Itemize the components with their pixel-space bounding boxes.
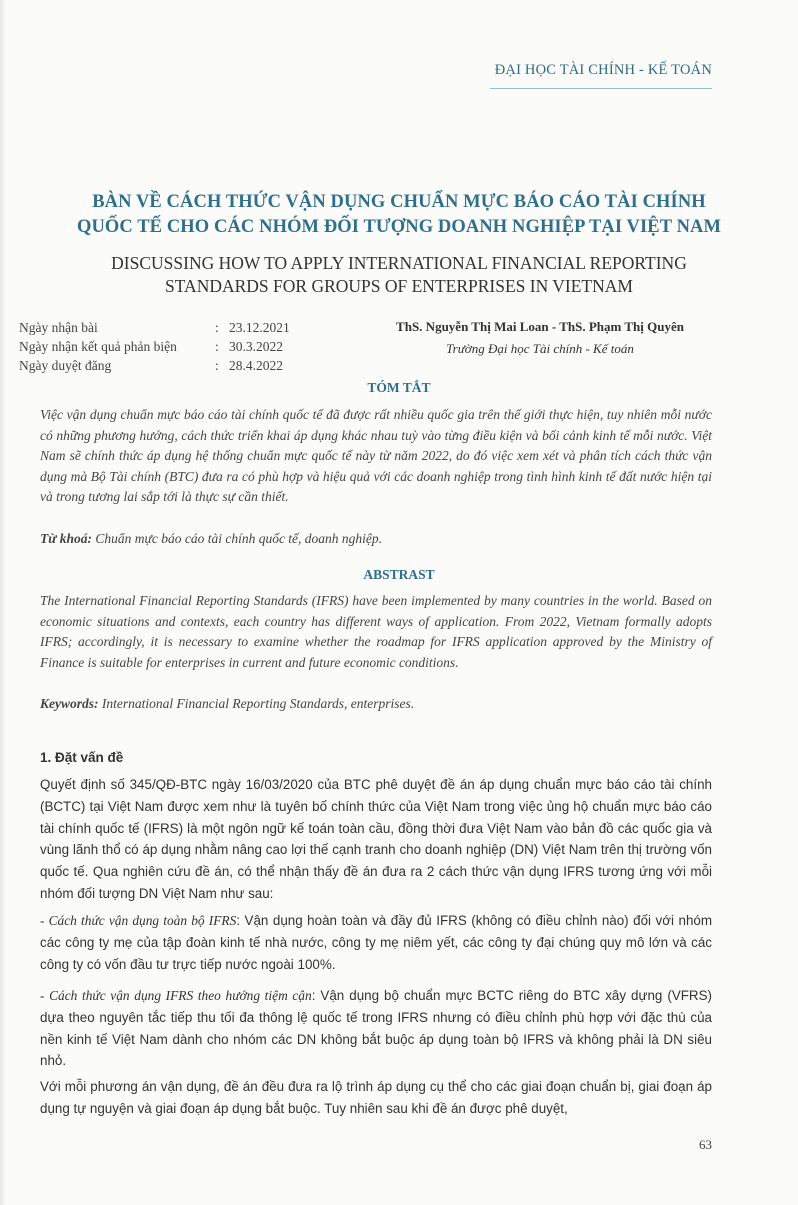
title-en-line-1: DISCUSSING HOW TO APPLY INTERNATIONAL FINANCIAL REPORTING: [111, 253, 687, 273]
journal-header: ĐẠI HỌC TÀI CHÍNH - KẾ TOÁN: [494, 62, 712, 78]
scan-edge-shadow: [0, 0, 6, 1205]
title-vn-line-2: QUỐC TẾ CHO CÁC NHÓM ĐỐI TƯỢNG DOANH NGHIỆP TẠI VIỆT NAM: [76, 217, 722, 237]
date-label: Ngày nhận kết quả phản biện: [19, 339, 177, 354]
paragraph-3-lead: - Cách thức vận dụng IFRS theo hướng tiệm cận: [40, 988, 312, 1003]
author-affiliation: Trường Đại học Tài chính - Kế toán: [446, 341, 634, 356]
title-en-line-2: STANDARDS FOR GROUPS OF ENTERPRISES IN VIETNAM: [165, 276, 633, 296]
summary-vn-heading: TÓM TẮT: [367, 380, 431, 395]
keywords-en-label: Keywords:: [40, 696, 99, 711]
date-value: 30.3.2022: [229, 339, 283, 354]
header-divider: [490, 88, 712, 89]
keywords-vn-label: Từ khoá:: [40, 531, 92, 546]
page-number: 63: [699, 1137, 712, 1152]
paragraph-3-rest: : Vận dụng bộ chuẩn mực BCTC riêng do BTC xây dựng (VFRS) dựa theo nguyên tắc tiếp thu tối đa thông lệ quốc tế trong IFRS nhưng có điều chỉnh phù hợp với đặc thù của nền kinh tế Việt Nam dành cho nhóm các DN không bắt buộc áp dụng toàn bộ IFRS và không phải là DN siêu nhỏ.: [40, 988, 712, 1069]
authors-block: [330, 319, 750, 357]
abstract-en-heading: ABSTRAST: [363, 567, 435, 582]
body-paragraph-1: Quyết định số 345/QĐ-BTC ngày 16/03/2020 của BTC phê duyệt đề án áp dụng chuẩn mực báo cáo tài chính (BCTC) tại Việt Nam được xem như là tuyên bố chính thức của Việt Nam trong việc ủng hộ chuẩn mực báo cáo tài chính quốc tế (IFRS) là một ngôn ngữ kế toán toàn cầu, đồng thời đưa Việt Nam vào bản đồ các quốc gia và vùng lãnh thổ có áp dụng nhằm nâng cao lợi thế cạnh tranh cho doanh nghiệp (DN) Việt Nam trên thị trường vốn quốc tế. Qua nghiên cứu đề án, có thể nhận thấy đề án đưa ra 2 cách thức vận dụng IFRS tương ứng với mỗi nhóm đối tượng DN Việt Nam như sau:: [40, 777, 712, 901]
body-paragraph-4: Với mỗi phương án vận dụng, đề án đều đưa ra lộ trình áp dụng cụ thể cho các giai đoạn chuẩn bị, giai đoạn áp dụng tự nguyện và giai đoạn áp dụng bắt buộc. Tuy nhiên sau khi đề án được phê duyệt,: [40, 1079, 712, 1116]
date-row-reviewed: Ngày nhận kết quả phản biện : 30.3.2022: [19, 337, 319, 356]
keywords-vn-value: Chuẩn mực báo cáo tài chính quốc tế, doanh nghiệp.: [91, 531, 383, 546]
date-value: 28.4.2022: [229, 358, 283, 373]
author-names: ThS. Nguyễn Thị Mai Loan - ThS. Phạm Thị Quyên: [396, 319, 684, 334]
keywords-en-value: International Financial Reporting Standards, enterprises.: [98, 696, 415, 711]
paragraph-2-lead: - Cách thức vận dụng toàn bộ IFRS: [40, 913, 237, 928]
keywords-en: [40, 696, 712, 712]
paragraph-2-rest: : Vận dụng hoàn toàn và đầy đủ IFRS (không có điều chỉnh nào) đối với nhóm các công ty mẹ của tập đoàn kinh tế nhà nước, công ty mẹ niêm yết, các công ty đại chúng quy mô lớn và các công ty có vốn đầu tư trực tiếp nước ngoài 100%.: [40, 913, 713, 972]
section-1-heading: 1. Đặt vấn đề: [40, 750, 124, 765]
date-label: Ngày duyệt đăng: [19, 358, 112, 373]
date-row-accepted: Ngày duyệt đăng : 28.4.2022: [19, 356, 319, 375]
title-english: [40, 252, 758, 298]
article-dates: [19, 318, 319, 375]
title-vietnamese: [40, 190, 758, 240]
body-paragraph-3: [40, 985, 712, 1072]
summary-vn-text: Việc vận dụng chuẩn mực báo cáo tài chính quốc tế đã được rất nhiều quốc gia trên thế giới thực hiện, tuy nhiên mỗi nước có những phương hướng, cách thức triển khai áp dụng khác nhau tuỳ vào từng điều kiện và bối cảnh kinh tế mỗi nước. Việt Nam sẽ chính thức áp dụng hệ thống chuẩn mực quốc tế này từ năm 2022, do đó việc xem xét và phân tích cách thức vận dụng mà Bộ Tài chính (BTC) đưa ra có phù hợp và hiệu quả với các doanh nghiệp trong tình hình kinh tế đất nước hiện tại và trong tương lai sắp tới là thực sự cần thiết.: [40, 407, 712, 505]
title-vn-line-1: BÀN VỀ CÁCH THỨC VẬN DỤNG CHUẨN MỰC BÁO CÁO TÀI CHÍNH: [92, 192, 706, 212]
abstract-en-text: The International Financial Reporting Standards (IFRS) have been implemented by many countries in the world. Based on economic situations and contexts, each country has different ways of application. From 2022, Vietnam formally adopts IFRS; accordingly, it is necessary to examine whether the roadmap for IFRS application approved by the Ministry of Finance is suitable for enterprises in current and future economic conditions.: [40, 593, 712, 670]
date-row-received: Ngày nhận bài : 23.12.2021: [19, 318, 319, 337]
body-paragraph-2: [40, 910, 712, 975]
date-label: Ngày nhận bài: [19, 320, 98, 335]
date-value: 23.12.2021: [229, 320, 290, 335]
keywords-vn: [40, 531, 712, 547]
